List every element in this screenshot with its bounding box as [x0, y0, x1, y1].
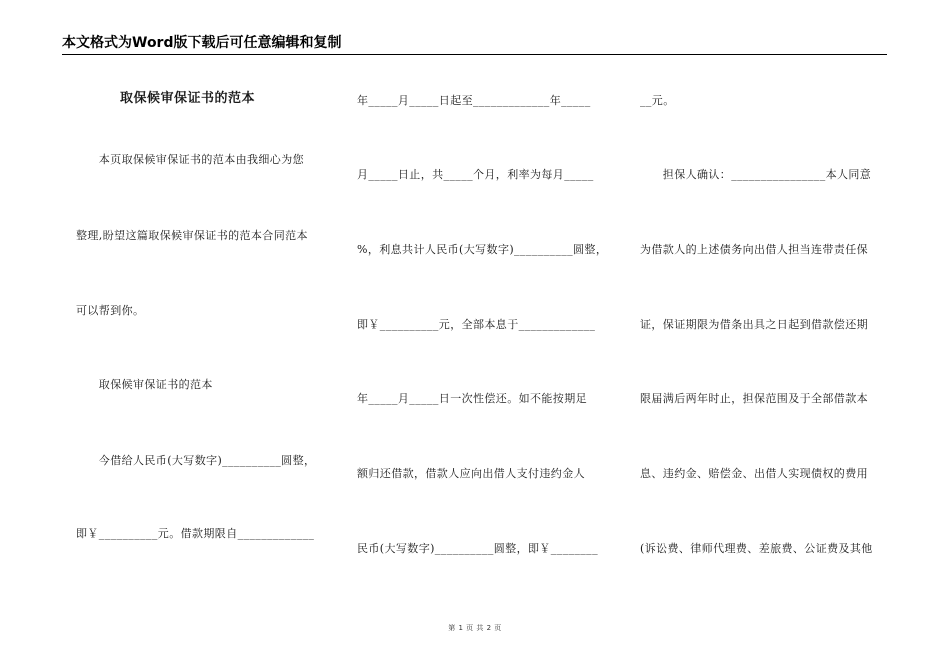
header-text: 本文格式为Word版下载后可任意编辑和复制 — [62, 35, 342, 51]
text-column-1 — [76, 0, 326, 672]
text-line: %，利息共计人民币(大写数字)__________圆整， — [357, 243, 608, 256]
text-line: (诉讼费、律师代理费、差旅费、公证费及其他 — [640, 542, 873, 555]
text-line: 年_____月_____日起至_____________年_____ — [357, 94, 591, 107]
text-line: 担保人确认：________________本人同意 — [640, 168, 872, 181]
text-line: 月_____日止，共_____个月，利率为每月_____ — [357, 168, 594, 181]
text-line: 即￥__________元，全部本息于_____________ — [357, 318, 596, 331]
text-line: 即￥__________元。借款期限自_____________ — [76, 527, 315, 540]
text-line: 额归还借款，借款人应向出借人支付违约金人 — [357, 467, 585, 480]
text-line: 民币(大写数字)__________圆整，即￥________ — [357, 542, 598, 555]
text-column-3 — [640, 0, 890, 672]
text-line: 整理,盼望这篇取保候审保证书的范本合同范本 — [76, 229, 308, 242]
text-line: 取保候审保证书的范本 — [76, 378, 213, 391]
text-line: 年_____月_____日一次性偿还。如不能按期足 — [357, 392, 587, 405]
text-line: 证，保证期限为借条出具之日起到借款偿还期 — [640, 318, 868, 331]
text-line: 今借给人民币(大写数字)__________圆整， — [76, 454, 316, 467]
text-column-2 — [357, 0, 615, 672]
text-line: 为借款人的上述债务向出借人担当连带责任保 — [640, 243, 868, 256]
document-title: 取保候审保证书的范本 — [120, 91, 256, 106]
text-line: 限届满后两年时止，担保范围及于全部借款本 — [640, 392, 868, 405]
text-line: 本页取保候审保证书的范本由我细心为您 — [76, 153, 304, 166]
text-line: 息、违约金、赔偿金、出借人实现债权的费用 — [640, 467, 868, 480]
text-line: 可以帮到你。 — [76, 304, 145, 317]
page-number: 第 1 页 共 2 页 — [448, 624, 502, 632]
text-line: __元。 — [640, 94, 675, 107]
